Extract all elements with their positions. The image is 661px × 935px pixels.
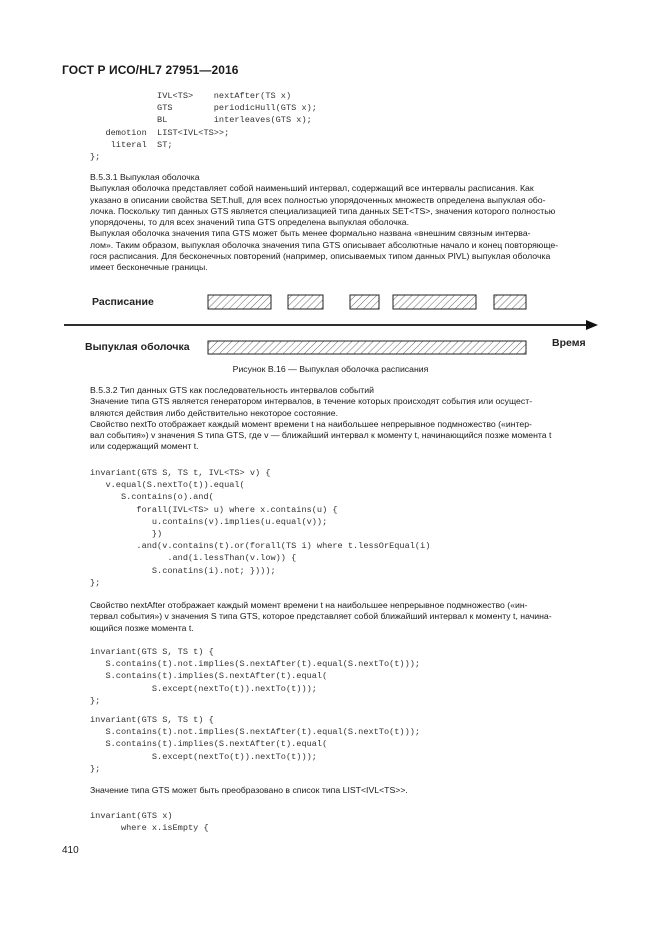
text-line: вал события») v значения S типа GTS, где v — ближайший интервал к моменту t, начинающийся позже момента t — [90, 430, 552, 441]
section-heading: В.5.3.1 Выпуклая оболочка — [90, 172, 200, 182]
time-axis-arrowhead — [586, 320, 598, 330]
text-line: Выпуклая оболочка представляет собой наименьший интервал, содержащий все интервалы расписания. Как — [90, 183, 534, 194]
code-block-1: IVL<TS> nextAfter(TS x) GTS periodicHull(GTS x); BL interleaves(GTS x); demotion LIST<IVL<TS>>; literal ST; }; — [90, 91, 317, 163]
paragraph-list: Значение типа GTS может быть преобразовано в список типа LIST<IVL<TS>>. — [90, 785, 408, 795]
section-heading: В.5.3.2 Тип данных GTS как последовательность интервалов событий — [90, 385, 374, 395]
schedule-interval — [494, 295, 526, 309]
code-block-4: invariant(GTS S, TS t) { S.contains(t).not.implies(S.nextAfter(t).equal(S.nextTo(t))); S.contains(t).implies(S.nextAfter(t).equal( S.except(nextTo(t)).nextTo(t))); }; — [90, 715, 421, 774]
code-block-2: invariant(GTS S, TS t, IVL<TS> v) { v.equal(S.nextTo(t)).equal( S.contains(o).and( forall(IVL<TS> u) where x.contains(u) { u.contains(v).implies(u.equal(v)); }) .and(v.contains(t).or(forall(TS i) where t.lessOrEqual(i) .and(i.lessThan(v.low)) { S.conatins(i).not; }))); }; — [90, 468, 431, 588]
text-line: гося расписания. Для бесконечных повторений (например, описываемых типом данных PIVL) выпуклая оболочка — [90, 251, 551, 262]
paragraph — [90, 419, 600, 453]
schedule-interval — [208, 295, 271, 309]
text-line: Выпуклая оболочка значения типа GTS может быть менее формально названа «внешним связным интерва- — [90, 228, 531, 239]
schedule-hull-figure — [0, 0, 661, 380]
paragraph-nextafter — [90, 600, 600, 634]
schedule-interval — [288, 295, 323, 309]
schedule-interval — [350, 295, 379, 309]
document-header: ГОСТ Р ИСО/HL7 27951—2016 — [62, 63, 239, 77]
code-block-5: invariant(GTS x) where x.isEmpty { — [90, 811, 209, 834]
text-line: тервал события») v значения S типа GTS, которое представляет собой ближайший интервал к моменту t, начина- — [90, 611, 552, 622]
schedule-label: Расписание — [92, 296, 154, 308]
time-label: Время — [552, 337, 586, 349]
figure-caption: Рисунок В.16 — Выпуклая оболочка расписания — [232, 364, 429, 374]
text-line: лом». Таким образом, выпуклая оболочка значения типа GTS описывает абсолютные начало и конец повторяюще- — [90, 239, 559, 250]
text-line: упорядочены, то для всех значений типа GTS определена выпуклая оболочка. — [90, 217, 410, 228]
code-block-3: invariant(GTS S, TS t) { S.contains(t).not.implies(S.nextAfter(t).equal(S.nextTo(t))); S.contains(t).implies(S.nextAfter(t).equal( S.except(nextTo(t)).nextTo(t))); }; — [90, 647, 421, 706]
text-line: Значение типа GTS является генератором интервалов, в течение которых происходят события или осущест- — [90, 396, 533, 407]
text-line: лочка. Поскольку тип данных GTS является специализацией типа данных SET<TS>, значения которого полностью — [90, 205, 556, 216]
hull-label: Выпуклая оболочка — [85, 341, 190, 353]
schedule-interval — [393, 295, 476, 309]
page-number: 410 — [62, 845, 79, 856]
section-b532 — [90, 385, 600, 453]
text-line: имеет бесконечные границы. — [90, 262, 208, 273]
text-line: ющийся позже момента t. — [90, 622, 194, 633]
paragraph — [90, 396, 600, 419]
convex-hull-interval — [208, 341, 526, 354]
text-line: Свойство nextTo отображает каждый момент времени t на наибольшее непрерывное подмножество («интер- — [90, 418, 532, 429]
text-line: Свойство nextAfter отображает каждый момент времени t на наибольшее непрерывное подмножество («ин- — [90, 600, 528, 610]
text-line: указано в описании свойства SET.hull, для всех полностью упорядоченных множеств определена выпуклая обо- — [90, 194, 546, 205]
text-line: или содержащий момент t. — [90, 441, 199, 452]
text-line: вляются действия либо действительно некоторое состояние. — [90, 407, 338, 418]
